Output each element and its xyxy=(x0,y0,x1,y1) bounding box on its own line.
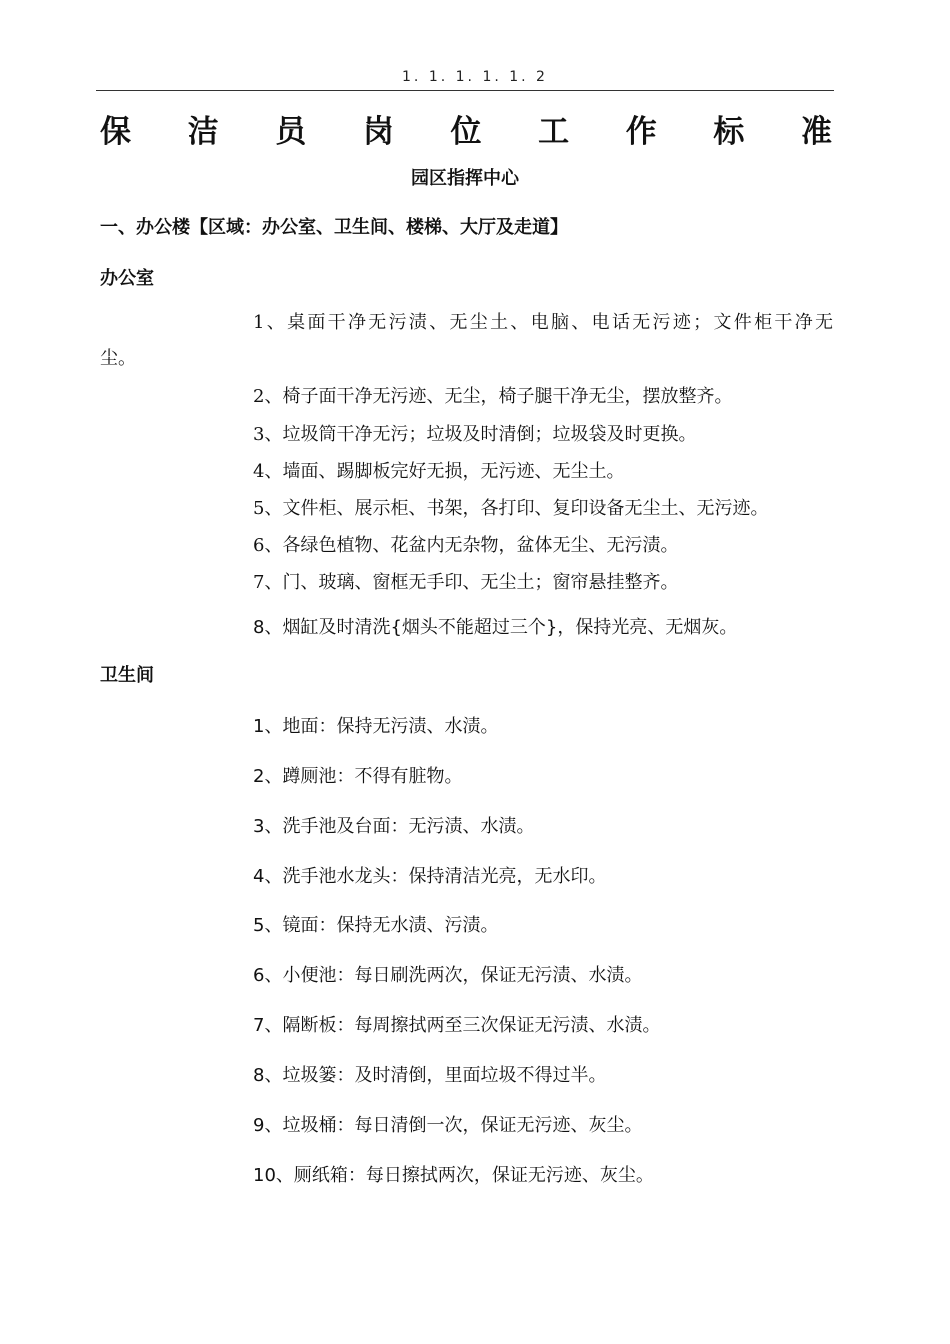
office-item: 3、垃圾筒干净无污；垃圾及时清倒；垃圾袋及时更换。 xyxy=(253,424,697,445)
document-title xyxy=(100,106,832,151)
office-item-1-line-2: 尘。 xyxy=(100,348,136,369)
title-char: 准 xyxy=(801,114,832,150)
title-char: 员 xyxy=(275,114,307,150)
office-item: 8、烟缸及时清洗{烟头不能超过三个}，保持光亮、无烟灰。 xyxy=(253,617,738,638)
office-item: 6、各绿色植物、花盆内无杂物，盆体无尘、无污渍。 xyxy=(253,535,679,556)
office-item: 5、文件柜、展示柜、书架，各打印、复印设备无尘土、无污迹。 xyxy=(253,498,769,519)
restroom-heading: 卫生间 xyxy=(100,665,154,686)
restroom-item: 2、蹲厕池：不得有脏物。 xyxy=(253,766,463,787)
header-number: 1. 1. 1. 1. 1. 2 xyxy=(402,69,548,85)
office-item-1-line-1: 1、桌面干净无污渍、无尘土、电脑、电话无污迹；文件柜干净无 xyxy=(253,312,833,333)
restroom-item: 5、镜面：保持无水渍、污渍。 xyxy=(253,915,499,936)
title-char: 工 xyxy=(538,114,570,150)
office-item: 4、墙面、踢脚板完好无损，无污迹、无尘土。 xyxy=(253,461,625,482)
title-char: 标 xyxy=(713,114,745,150)
office-item: 7、门、玻璃、窗框无手印、无尘土；窗帘悬挂整齐。 xyxy=(253,572,679,593)
restroom-item: 6、小便池：每日刷洗两次，保证无污渍、水渍。 xyxy=(253,965,643,986)
title-char: 位 xyxy=(450,114,482,150)
restroom-item: 8、垃圾篓：及时清倒，里面垃圾不得过半。 xyxy=(253,1065,607,1086)
restroom-item: 4、洗手池水龙头：保持清洁光亮，无水印。 xyxy=(253,866,607,887)
section-heading: 一、办公楼【区域：办公室、卫生间、楼梯、大厅及走道】 xyxy=(100,217,568,238)
restroom-item: 7、隔断板：每周擦拭两至三次保证无污渍、水渍。 xyxy=(253,1015,661,1036)
header-rule xyxy=(96,90,834,91)
document-subtitle: 园区指挥中心 xyxy=(411,168,519,189)
title-char: 作 xyxy=(625,114,657,150)
restroom-item: 10、厕纸箱：每日擦拭两次，保证无污迹、灰尘。 xyxy=(253,1165,654,1186)
restroom-item: 1、地面：保持无污渍、水渍。 xyxy=(253,716,499,737)
title-char: 洁 xyxy=(187,114,219,150)
restroom-item: 3、洗手池及台面：无污渍、水渍。 xyxy=(253,816,535,837)
office-heading: 办公室 xyxy=(100,268,154,289)
title-char: 保 xyxy=(100,114,131,150)
title-char: 岗 xyxy=(362,114,394,150)
office-item: 2、椅子面干净无污迹、无尘，椅子腿干净无尘，摆放整齐。 xyxy=(253,386,733,407)
restroom-item: 9、垃圾桶：每日清倒一次，保证无污迹、灰尘。 xyxy=(253,1115,643,1136)
